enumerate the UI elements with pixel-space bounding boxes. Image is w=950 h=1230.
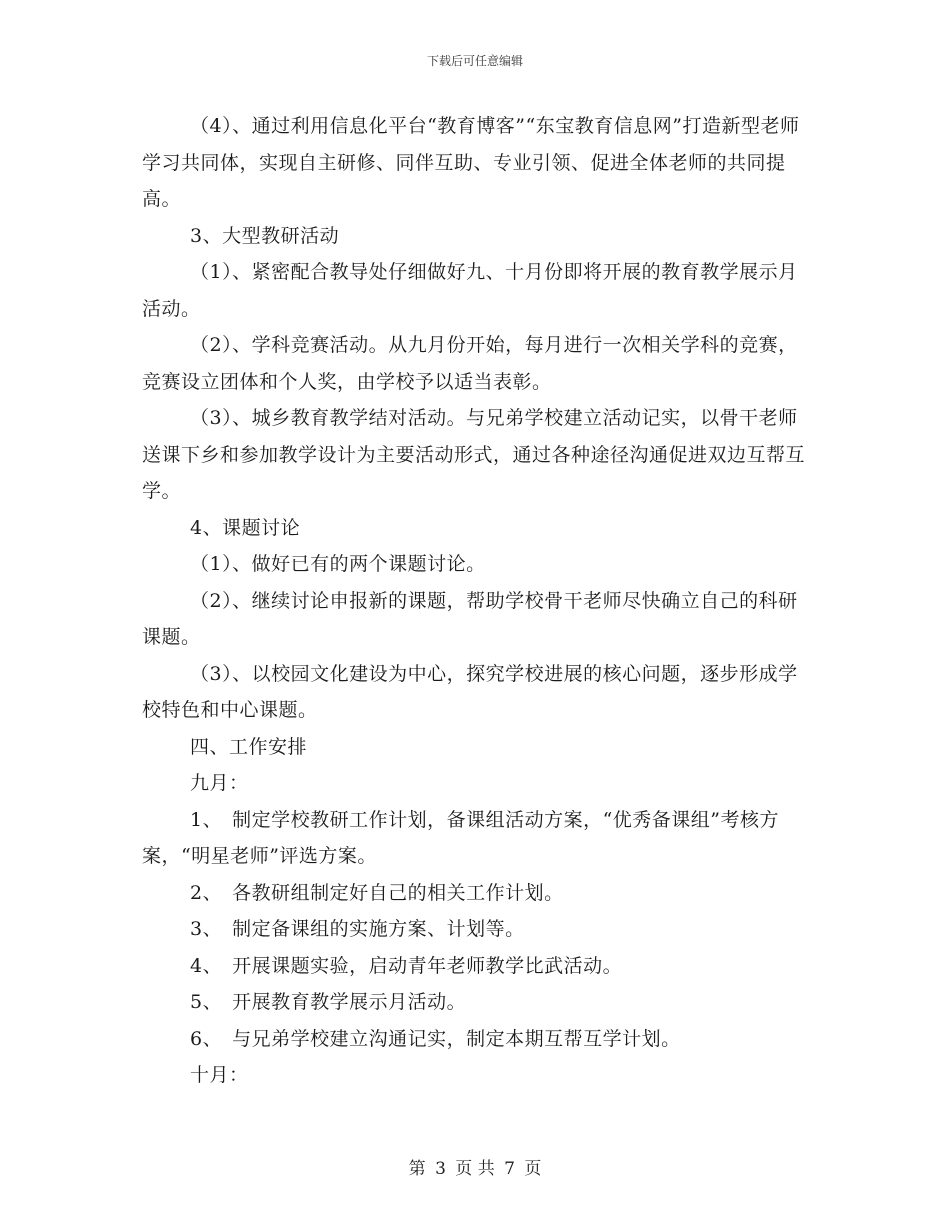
heading-topic-discussion: 4、课题讨论 [190, 516, 301, 539]
footer-page-number: 3 [435, 1159, 446, 1179]
footer-middle: 页 共 [455, 1159, 495, 1179]
heading-large-research-activities: 3、大型教研活动 [190, 224, 340, 247]
heading-september: 九月： [190, 772, 249, 794]
list-item-sept-5: 5、 开展教育教学展示月活动。 [190, 991, 467, 1013]
heading-october: 十月： [190, 1064, 249, 1086]
footer-prefix: 第 [408, 1159, 426, 1179]
list-item-sept-6: 6、 与兄弟学校建立沟通记实，制定本期互帮互学计划。 [190, 1027, 681, 1050]
list-item-sept-4: 4、 开展课题实验，启动青年老师教学比武活动。 [190, 954, 623, 977]
paragraph-4-info-platform: （4）、通过利用信息化平台“教育博客”“东宝教育信息网”打造新型老师学习共同体，实现自主研修、同伴互助、专业引领、促进全体老师的共同提高。 [142, 115, 800, 210]
paragraph-1-existing-topics: （1）、做好已有的两个课题讨论。 [190, 553, 486, 575]
paragraph-3-campus-culture: （3）、以校园文化建设为中心，探究学校进展的核心问题，逐步形成学校特色和中心课题。 [142, 662, 798, 721]
paragraph-1-showcase-month: （1）、紧密配合教导处仔细做好九、十月份即将开展的教育教学展示月活动。 [142, 261, 798, 320]
list-item-sept-2: 2、 各教研组制定好自己的相关工作计划。 [190, 881, 564, 904]
document-body [142, 108, 807, 1094]
page-footer [0, 1154, 950, 1179]
page-header: 下载后可任意编辑 [426, 54, 523, 68]
list-item-sept-1: 1、 制定学校教研工作计划，备课组活动方案，“优秀备课组”考核方案，“明星老师”评选方案。 [142, 808, 780, 867]
paragraph-2-new-topics: （2）、继续讨论申报新的课题，帮助学校骨干老师尽快确立自己的科研课题。 [142, 589, 798, 648]
footer-suffix: 页 [524, 1159, 542, 1179]
heading-work-schedule: 四、工作安排 [190, 735, 308, 758]
footer-total-pages: 7 [504, 1159, 515, 1179]
list-item-sept-3: 3、 制定备课组的实施方案、计划等。 [190, 918, 525, 940]
paragraph-3-urban-rural-pairing: （3）、城乡教育教学结对活动。与兄弟学校建立活动记实，以骨干老师送课下乡和参加教学设计为主要活动形式，通过各种途径沟通促进双边互帮互学。 [142, 407, 806, 502]
paragraph-2-subject-competition: （2）、学科竞赛活动。从九月份开始，每月进行一次相关学科的竞赛，竞赛设立团体和个人奖，由学校予以适当表彰。 [142, 334, 798, 393]
